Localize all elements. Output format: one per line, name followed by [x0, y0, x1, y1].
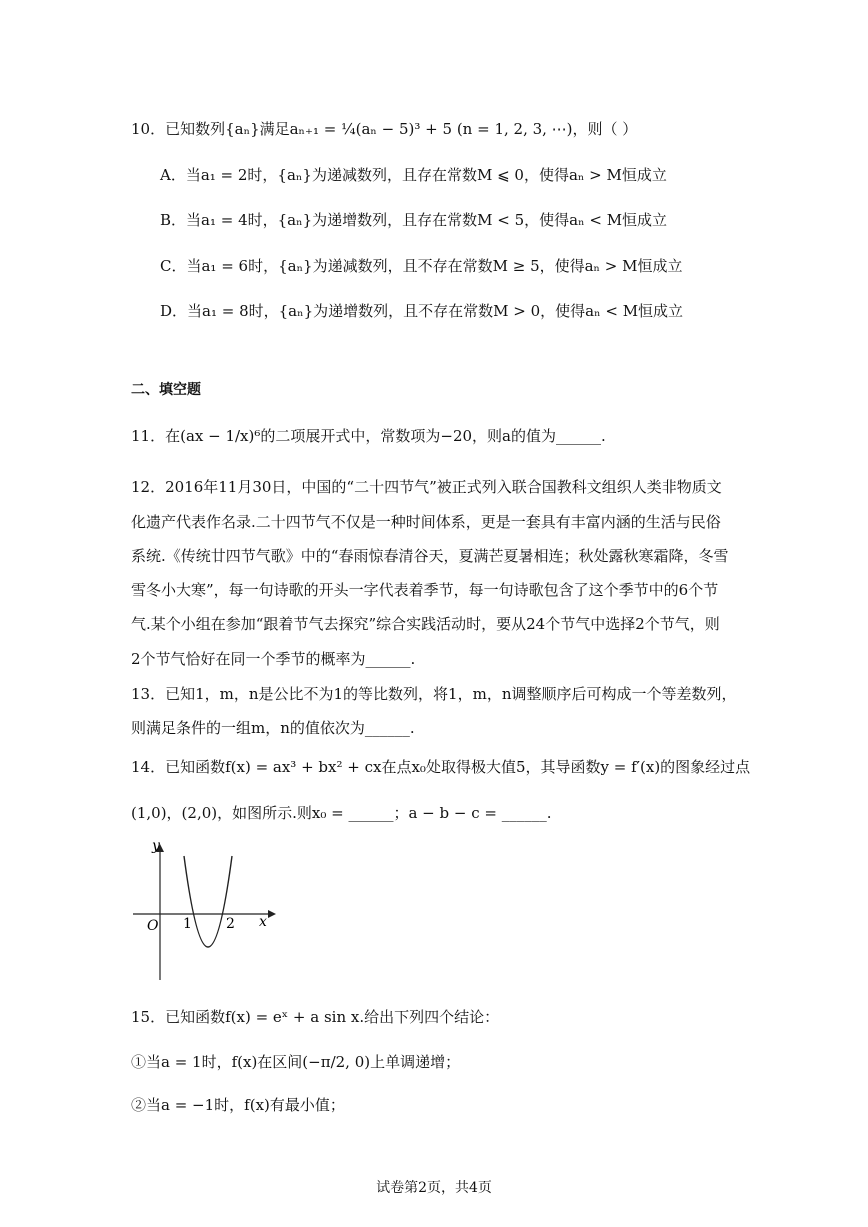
question-12-line-2: 化遗产代表作名录.二十四节气不仅是一种时间体系，更是一套具有丰富内涵的生活与民俗 — [131, 513, 721, 531]
question-10-option-c: C．当a₁ = 6时，{aₙ}为递减数列，且不存在常数M ≥ 5，使得aₙ > M恒成立 — [160, 257, 683, 275]
question-14-line-1: 14．已知函数f(x) = ax³ + bx² + cx在点x₀处取得极大值5，其导函数y = f′(x)的图象经过点 — [131, 758, 751, 776]
question-10-option-a: A．当a₁ = 2时，{aₙ}为递减数列，且存在常数M ⩽ 0，使得aₙ > M恒成立 — [160, 166, 667, 184]
y-axis-label: y — [152, 838, 160, 854]
tick-label-2: 2 — [226, 916, 235, 932]
question-10-option-d: D．当a₁ = 8时，{aₙ}为递增数列，且不存在常数M > 0，使得aₙ < M恒成立 — [160, 302, 684, 320]
x-axis-label: x — [259, 914, 267, 930]
question-12-line-6: 2个节气恰好在同一个季节的概率为______. — [131, 650, 416, 668]
question-15-statement-2: ②当a = −1时，f(x)有最小值； — [131, 1096, 345, 1114]
question-15-stem: 15．已知函数f(x) = eˣ + a sin x.给出下列四个结论： — [131, 1008, 500, 1026]
tick-label-1: 1 — [183, 916, 192, 932]
question-12-line-4: 雪冬小大寒”，每一句诗歌的开头一字代表着季节，每一句诗歌包含了这个季节中的6个节 — [131, 581, 719, 599]
question-12-line-1: 12．2016年11月30日，中国的“二十四节气”被正式列入联合国教科文组织人类非物质文 — [131, 478, 722, 496]
question-10-stem: 10．已知数列{aₙ}满足aₙ₊₁ = ¼(aₙ − 5)³ + 5 (n = 1, 2, 3, ⋯)，则（ ） — [131, 120, 638, 138]
question-11: 11．在(ax − 1/x)⁶的二项展开式中，常数项为−20，则a的值为______. — [131, 427, 606, 445]
section-heading: 二、填空题 — [131, 382, 201, 398]
x-axis-arrow — [268, 910, 276, 918]
page-footer: 试卷第2页，共4页 — [376, 1180, 492, 1196]
question-12-line-3: 系统.《传统廿四节气歌》中的“春雨惊春清谷天，夏满芒夏暑相连；秋处露秋寒霜降，冬雪 — [131, 547, 729, 565]
question-13-line-2: 则满足条件的一组m，n的值依次为______. — [131, 719, 415, 737]
question-14-line-2: (1,0)，(2,0)，如图所示.则x₀ = ______；a − b − c = ______. — [131, 804, 552, 822]
origin-label: O — [147, 918, 159, 934]
question-15-statement-1: ①当a = 1时，f(x)在区间(−π/2, 0)上单调递增； — [131, 1053, 461, 1071]
question-12-line-5: 气.某个小组在参加“跟着节气去探究”综合实践活动时，要从24个节气中选择2个节气，则 — [131, 615, 720, 633]
derivative-graph — [128, 838, 278, 988]
question-13-line-1: 13．已知1，m，n是公比不为1的等比数列，将1，m，n调整顺序后可构成一个等差数列， — [131, 685, 737, 703]
derivative-curve — [184, 856, 232, 947]
question-10-option-b: B．当a₁ = 4时，{aₙ}为递增数列，且存在常数M < 5，使得aₙ < M恒成立 — [160, 211, 668, 229]
